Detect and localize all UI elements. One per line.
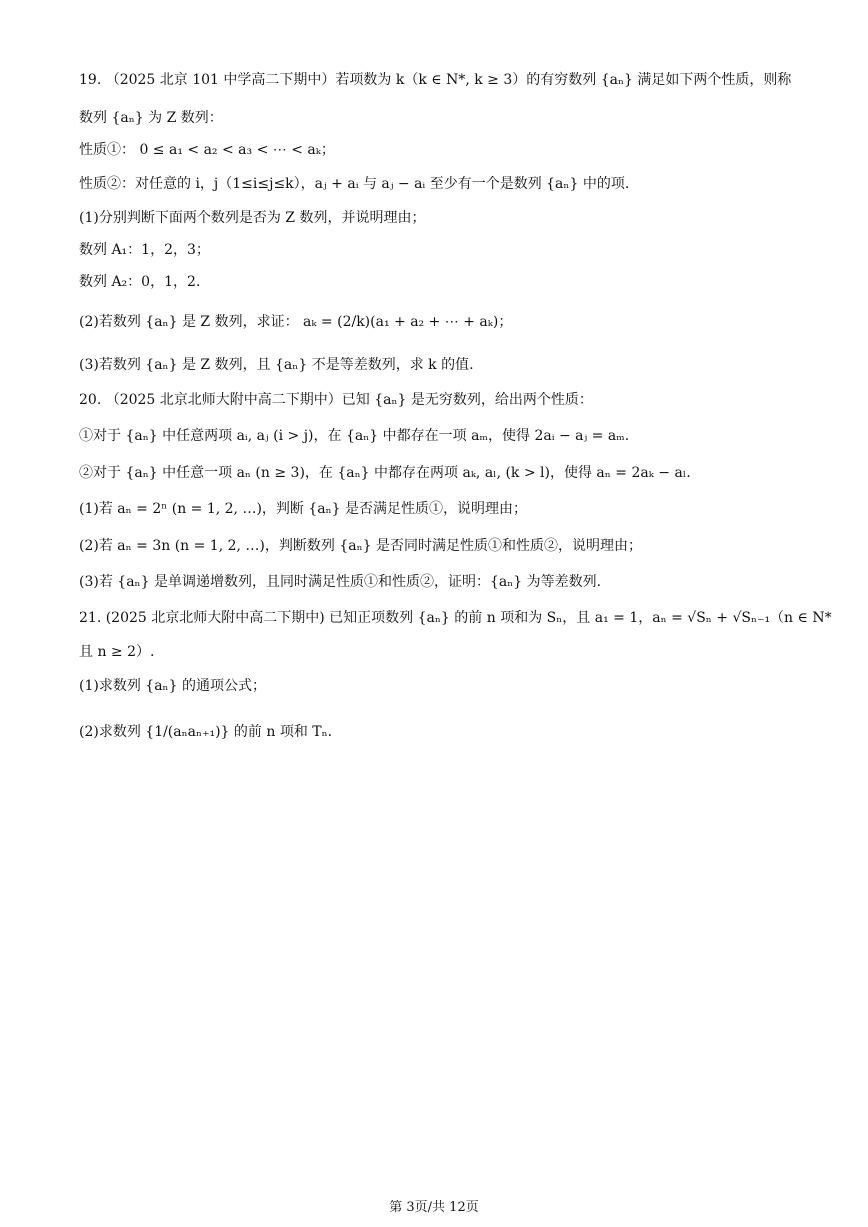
q21-part-2: (2)求数列 {1/(aₙaₙ₊₁)} 的前 n 项和 Tₙ. bbox=[79, 724, 333, 740]
q19-part-3: (3)若数列 {aₙ} 是 Z 数列，且 {aₙ} 不是等差数列，求 k 的值. bbox=[79, 357, 474, 373]
q20-part-2: (2)若 aₙ = 3n (n = 1, 2, …)，判断数列 {aₙ} 是否同时满足性质①和性质②，说明理由； bbox=[79, 538, 642, 554]
q19-sequence-a2: 数列 A₂：0，1，2. bbox=[79, 274, 201, 290]
q20-property-2: ②对于 {aₙ} 中任意一项 aₙ (n ≥ 3)，在 {aₙ} 中都存在两项 aₖ, aₗ, (k > l)，使得 aₙ = 2aₖ − aₗ. bbox=[79, 465, 691, 481]
q19-stem-line1: 19. （2025 北京 101 中学高二下期中）若项数为 k（k ∈ N*, k ≥ 3）的有穷数列 {aₙ} 满足如下两个性质，则称 bbox=[79, 72, 792, 88]
q21-part-1: (1)求数列 {aₙ} 的通项公式； bbox=[79, 678, 266, 694]
q19-part-1: (1)分别判断下面两个数列是否为 Z 数列，并说明理由； bbox=[79, 210, 426, 226]
q20-part-3: (3)若 {aₙ} 是单调递增数列，且同时满足性质①和性质②，证明：{aₙ} 为等差数列. bbox=[79, 574, 602, 590]
q20-property-1: ①对于 {aₙ} 中任意两项 aᵢ, aⱼ (i > j)，在 {aₙ} 中都存在一项 aₘ，使得 2aᵢ − aⱼ = aₘ. bbox=[79, 428, 630, 444]
q19-property-2: 性质②：对任意的 i，j（1≤i≤j≤k），aⱼ + aᵢ 与 aⱼ − aᵢ 至少有一个是数列 {aₙ} 中的项. bbox=[79, 176, 630, 192]
q19-property-1: 性质①： 0 ≤ a₁ < a₂ < a₃ < ⋯ < aₖ； bbox=[79, 142, 335, 158]
q19-part-2: (2)若数列 {aₙ} 是 Z 数列，求证： aₖ = (2/k)(a₁ + a₂ + ⋯ + aₖ)； bbox=[79, 314, 513, 330]
q20-part-1: (1)若 aₙ = 2ⁿ (n = 1, 2, …)，判断 {aₙ} 是否满足性质①，说明理由； bbox=[79, 501, 528, 517]
q19-sequence-a1: 数列 A₁：1，2，3； bbox=[79, 242, 210, 258]
q21-stem-line1: 21. (2025 北京北师大附中高二下期中) 已知正项数列 {aₙ} 的前 n 项和为 Sₙ，且 a₁ = 1，aₙ = √Sₙ + √Sₙ₋₁（n ∈ N* bbox=[79, 610, 832, 626]
q19-stem-line2: 数列 {aₙ} 为 Z 数列： bbox=[79, 110, 223, 126]
page-footer: 第 3页/共 12页 bbox=[389, 1200, 479, 1215]
q21-stem-line2: 且 n ≥ 2）. bbox=[79, 644, 155, 660]
q20-stem: 20. （2025 北京北师大附中高二下期中）已知 {aₙ} 是无穷数列，给出两个性质： bbox=[79, 392, 593, 408]
